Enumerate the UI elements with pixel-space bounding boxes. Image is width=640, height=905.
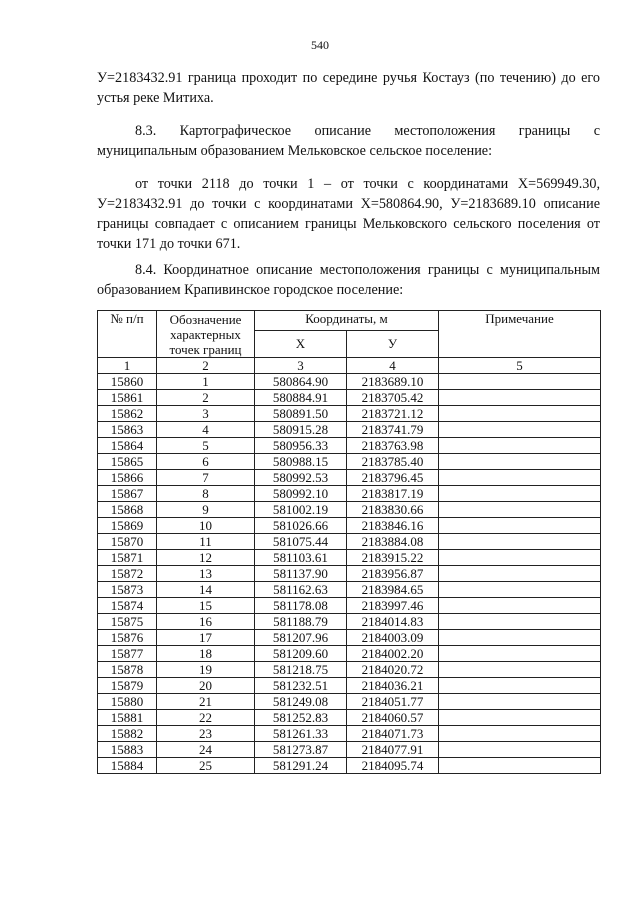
table-row bbox=[98, 454, 601, 470]
cell-note bbox=[439, 614, 601, 630]
cell-coord-x: 580891.50 bbox=[255, 406, 347, 422]
cell-note bbox=[439, 390, 601, 406]
cell-coord-y: 2183721.12 bbox=[347, 406, 439, 422]
cell-note bbox=[439, 630, 601, 646]
header-x: Х bbox=[255, 330, 347, 357]
cell-coord-x: 581026.66 bbox=[255, 518, 347, 534]
cell-coord-y: 2184060.57 bbox=[347, 710, 439, 726]
column-number: 1 bbox=[98, 358, 157, 374]
table-row bbox=[98, 406, 601, 422]
cell-coord-y: 2184014.83 bbox=[347, 614, 439, 630]
cell-point-number: 15876 bbox=[98, 630, 157, 646]
table-row bbox=[98, 582, 601, 598]
cell-coord-y: 2184003.09 bbox=[347, 630, 439, 646]
cell-boundary-point: 20 bbox=[157, 678, 255, 694]
cell-coord-x: 580988.15 bbox=[255, 454, 347, 470]
cell-coord-y: 2184051.77 bbox=[347, 694, 439, 710]
table-row bbox=[98, 662, 601, 678]
cell-point-number: 15865 bbox=[98, 454, 157, 470]
table-row bbox=[98, 758, 601, 774]
cell-boundary-point: 3 bbox=[157, 406, 255, 422]
cell-coord-y: 2183884.08 bbox=[347, 534, 439, 550]
table-row bbox=[98, 614, 601, 630]
cell-boundary-point: 8 bbox=[157, 486, 255, 502]
cell-note bbox=[439, 758, 601, 774]
table-row bbox=[98, 710, 601, 726]
cell-point-number: 15871 bbox=[98, 550, 157, 566]
table-row bbox=[98, 646, 601, 662]
cell-coord-x: 580992.10 bbox=[255, 486, 347, 502]
cell-boundary-point: 19 bbox=[157, 662, 255, 678]
cell-coord-x: 581137.90 bbox=[255, 566, 347, 582]
cell-note bbox=[439, 550, 601, 566]
table-header-row bbox=[98, 311, 601, 331]
cell-point-number: 15877 bbox=[98, 646, 157, 662]
cell-boundary-point: 25 bbox=[157, 758, 255, 774]
cell-boundary-point: 10 bbox=[157, 518, 255, 534]
cell-point-number: 15863 bbox=[98, 422, 157, 438]
table-row bbox=[98, 390, 601, 406]
column-number: 2 bbox=[157, 358, 255, 374]
cell-point-number: 15870 bbox=[98, 534, 157, 550]
cell-boundary-point: 23 bbox=[157, 726, 255, 742]
cell-coord-x: 581249.08 bbox=[255, 694, 347, 710]
cell-coord-y: 2183741.79 bbox=[347, 422, 439, 438]
cell-note bbox=[439, 646, 601, 662]
cell-note bbox=[439, 502, 601, 518]
cell-coord-y: 2184095.74 bbox=[347, 758, 439, 774]
cell-point-number: 15860 bbox=[98, 374, 157, 390]
cell-note bbox=[439, 374, 601, 390]
cell-coord-x: 581188.79 bbox=[255, 614, 347, 630]
header-designation: Обозначение характерных точек границ bbox=[157, 311, 255, 358]
column-number: 4 bbox=[347, 358, 439, 374]
cell-coord-x: 581162.63 bbox=[255, 582, 347, 598]
cell-coord-x: 580992.53 bbox=[255, 470, 347, 486]
paragraph-section-8-3: 8.3. Картографическое описание местоположения границы с муниципальным образованием Мельковское сельское поселение: bbox=[97, 123, 600, 159]
cell-point-number: 15879 bbox=[98, 678, 157, 694]
cell-coord-y: 2184071.73 bbox=[347, 726, 439, 742]
cell-point-number: 15867 bbox=[98, 486, 157, 502]
cell-coord-x: 581273.87 bbox=[255, 742, 347, 758]
cell-note bbox=[439, 598, 601, 614]
cell-coord-x: 581261.33 bbox=[255, 726, 347, 742]
column-number: 5 bbox=[439, 358, 601, 374]
cell-point-number: 15872 bbox=[98, 566, 157, 582]
cell-note bbox=[439, 438, 601, 454]
cell-point-number: 15878 bbox=[98, 662, 157, 678]
cell-coord-x: 581291.24 bbox=[255, 758, 347, 774]
cell-note bbox=[439, 534, 601, 550]
cell-note bbox=[439, 566, 601, 582]
cell-point-number: 15864 bbox=[98, 438, 157, 454]
cell-boundary-point: 6 bbox=[157, 454, 255, 470]
cell-coord-y: 2184036.21 bbox=[347, 678, 439, 694]
cell-boundary-point: 17 bbox=[157, 630, 255, 646]
cell-note bbox=[439, 710, 601, 726]
header-num: № п/п bbox=[98, 311, 157, 358]
cell-coord-y: 2184077.91 bbox=[347, 742, 439, 758]
cell-point-number: 15866 bbox=[98, 470, 157, 486]
cell-note bbox=[439, 470, 601, 486]
header-coords: Координаты, м bbox=[255, 311, 439, 331]
cell-boundary-point: 22 bbox=[157, 710, 255, 726]
table-row bbox=[98, 550, 601, 566]
cell-boundary-point: 11 bbox=[157, 534, 255, 550]
cell-point-number: 15875 bbox=[98, 614, 157, 630]
table-row bbox=[98, 438, 601, 454]
cell-point-number: 15881 bbox=[98, 710, 157, 726]
paragraph-section-8-4: 8.4. Координатное описание местоположения границы с муниципальным образованием Крапивинское городское поселение: bbox=[97, 262, 600, 298]
table-row bbox=[98, 726, 601, 742]
paragraph-boundary-stream: У=2183432.91 граница проходит по середине ручья Костауз (по течению) до его устья реке Митиха. bbox=[97, 70, 600, 106]
table-row bbox=[98, 630, 601, 646]
cell-coord-x: 581103.61 bbox=[255, 550, 347, 566]
table-row bbox=[98, 374, 601, 390]
cell-note bbox=[439, 694, 601, 710]
cell-point-number: 15874 bbox=[98, 598, 157, 614]
cell-note bbox=[439, 406, 601, 422]
cell-coord-x: 581002.19 bbox=[255, 502, 347, 518]
column-number: 3 bbox=[255, 358, 347, 374]
cell-coord-y: 2183846.16 bbox=[347, 518, 439, 534]
cell-point-number: 15880 bbox=[98, 694, 157, 710]
page-number: 540 bbox=[311, 38, 329, 52]
cell-note bbox=[439, 422, 601, 438]
cell-point-number: 15882 bbox=[98, 726, 157, 742]
cell-coord-x: 581178.08 bbox=[255, 598, 347, 614]
cell-coord-x: 581232.51 bbox=[255, 678, 347, 694]
cell-coord-y: 2183915.22 bbox=[347, 550, 439, 566]
table-row bbox=[98, 678, 601, 694]
table-row bbox=[98, 694, 601, 710]
cell-coord-x: 581209.60 bbox=[255, 646, 347, 662]
cell-note bbox=[439, 726, 601, 742]
cell-coord-x: 581252.83 bbox=[255, 710, 347, 726]
table-row bbox=[98, 486, 601, 502]
cell-coord-y: 2183689.10 bbox=[347, 374, 439, 390]
cell-coord-y: 2183956.87 bbox=[347, 566, 439, 582]
cell-note bbox=[439, 582, 601, 598]
table-row bbox=[98, 470, 601, 486]
cell-coord-y: 2183997.46 bbox=[347, 598, 439, 614]
cell-coord-x: 580956.33 bbox=[255, 438, 347, 454]
column-numbers-row bbox=[98, 358, 601, 374]
cell-coord-y: 2184020.72 bbox=[347, 662, 439, 678]
header-note: Примечание bbox=[439, 311, 601, 358]
cell-point-number: 15869 bbox=[98, 518, 157, 534]
cell-coord-y: 2183830.66 bbox=[347, 502, 439, 518]
table-row bbox=[98, 534, 601, 550]
table-row bbox=[98, 422, 601, 438]
cell-coord-y: 2183984.65 bbox=[347, 582, 439, 598]
cell-note bbox=[439, 662, 601, 678]
table-row bbox=[98, 598, 601, 614]
cell-boundary-point: 18 bbox=[157, 646, 255, 662]
table-row bbox=[98, 742, 601, 758]
cell-boundary-point: 1 bbox=[157, 374, 255, 390]
cell-boundary-point: 21 bbox=[157, 694, 255, 710]
cell-point-number: 15861 bbox=[98, 390, 157, 406]
coordinates-table bbox=[97, 310, 601, 774]
cell-coord-y: 2183705.42 bbox=[347, 390, 439, 406]
cell-boundary-point: 16 bbox=[157, 614, 255, 630]
cell-coord-x: 581075.44 bbox=[255, 534, 347, 550]
cell-coord-x: 580915.28 bbox=[255, 422, 347, 438]
cell-coord-y: 2183796.45 bbox=[347, 470, 439, 486]
cell-boundary-point: 13 bbox=[157, 566, 255, 582]
cell-coord-y: 2183785.40 bbox=[347, 454, 439, 470]
cell-note bbox=[439, 678, 601, 694]
cell-coord-y: 2184002.20 bbox=[347, 646, 439, 662]
table-row bbox=[98, 518, 601, 534]
cell-note bbox=[439, 486, 601, 502]
cell-note bbox=[439, 454, 601, 470]
cell-point-number: 15862 bbox=[98, 406, 157, 422]
cell-coord-x: 581218.75 bbox=[255, 662, 347, 678]
cell-boundary-point: 2 bbox=[157, 390, 255, 406]
cell-boundary-point: 24 bbox=[157, 742, 255, 758]
table-row bbox=[98, 502, 601, 518]
cell-coord-x: 581207.96 bbox=[255, 630, 347, 646]
cell-coord-x: 580884.91 bbox=[255, 390, 347, 406]
cell-point-number: 15884 bbox=[98, 758, 157, 774]
cell-boundary-point: 14 bbox=[157, 582, 255, 598]
cell-point-number: 15868 bbox=[98, 502, 157, 518]
cell-coord-y: 2183763.98 bbox=[347, 438, 439, 454]
cell-coord-x: 580864.90 bbox=[255, 374, 347, 390]
cell-boundary-point: 5 bbox=[157, 438, 255, 454]
cell-boundary-point: 12 bbox=[157, 550, 255, 566]
cell-point-number: 15883 bbox=[98, 742, 157, 758]
cell-boundary-point: 9 bbox=[157, 502, 255, 518]
paragraph-point-description: от точки 2118 до точки 1 – от точки с координатами Х=569949.30, У=2183432.91 до точки с координатами Х=580864.90, У=2183689.10 описание границы совпадает с описанием границы Мельковского сельского поселения от точки 171 до точки 671. bbox=[97, 176, 600, 252]
cell-boundary-point: 4 bbox=[157, 422, 255, 438]
cell-coord-y: 2183817.19 bbox=[347, 486, 439, 502]
cell-boundary-point: 7 bbox=[157, 470, 255, 486]
cell-note bbox=[439, 742, 601, 758]
table-row bbox=[98, 566, 601, 582]
cell-point-number: 15873 bbox=[98, 582, 157, 598]
header-y: У bbox=[347, 330, 439, 357]
cell-boundary-point: 15 bbox=[157, 598, 255, 614]
cell-note bbox=[439, 518, 601, 534]
